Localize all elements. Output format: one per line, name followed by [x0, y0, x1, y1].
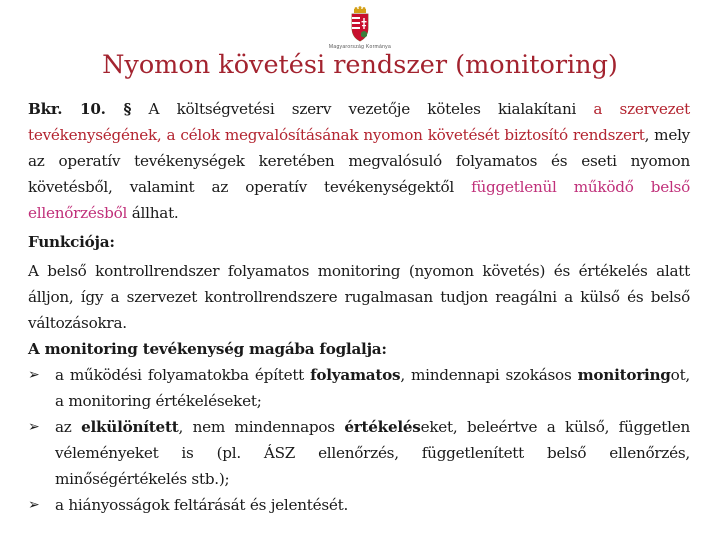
paragraph-bkr — [28, 96, 690, 226]
arrow-bullet-icon: ➢ — [28, 367, 40, 383]
emphasis: értékelés — [344, 418, 421, 436]
text-segment: eket, beleértve a külső, független véleményeket is (pl. ÁSZ ellenőrzés, függetlenített belső ellenőrzés, minőségértékelés stb.); — [55, 418, 690, 488]
text-segment: A költségvetési szerv vezetője köteles kialakítani — [131, 100, 594, 118]
list-item — [28, 414, 690, 492]
text-segment: , mindennapi szokásos — [400, 366, 578, 384]
arrow-bullet-icon: ➢ — [28, 419, 40, 435]
emphasis: monitoring — [577, 366, 671, 384]
highlight-system: a szervezet tevékenységének, a célok megvalósításának nyomon követését biztosító rendszert — [28, 100, 691, 144]
crest-caption: Magyarország Kormánya — [328, 44, 392, 50]
emphasis: folyamatos — [310, 366, 401, 384]
text-segment: az — [55, 418, 82, 436]
monitoring-list — [28, 362, 690, 518]
heading-function: Funkciója: — [28, 233, 115, 251]
text-segment: ot, a monitoring értékeléseket; — [55, 366, 690, 410]
emphasis: elkülönített — [81, 418, 179, 436]
text-segment: , nem mindennapos — [178, 418, 345, 436]
text-segment: , mely az operatív tevékenységek keretében megvalósuló folyamatos és eseti nyomon követésből, valamint az operatív tevékenységektől — [28, 126, 691, 196]
page-title: Nyomon követési rendszer (monitoring) — [102, 50, 618, 80]
arrow-bullet-icon: ➢ — [28, 497, 40, 513]
text-segment: a hiányosságok feltárását és jelentését. — [55, 496, 349, 514]
list-item — [28, 362, 690, 414]
paragraph-function: A belső kontrollrendszer folyamatos monitoring (nyomon követés) és értékelés alatt álljon, így a szervezet kontrollrendszere rugalmasan tudjon reagálni a külső és belső változásokra. — [28, 262, 690, 332]
slide-body — [28, 96, 690, 518]
list-item — [28, 492, 690, 518]
text-segment: állhat. — [127, 204, 179, 222]
text-segment: a működési folyamatokba épített — [55, 366, 311, 384]
legal-reference: Bkr. 10. § — [28, 100, 132, 118]
heading-monitoring: A monitoring tevékenység magába foglalja: — [28, 340, 387, 358]
highlight-internal-audit: függetlenül működő belső ellenőrzésből — [28, 178, 690, 222]
